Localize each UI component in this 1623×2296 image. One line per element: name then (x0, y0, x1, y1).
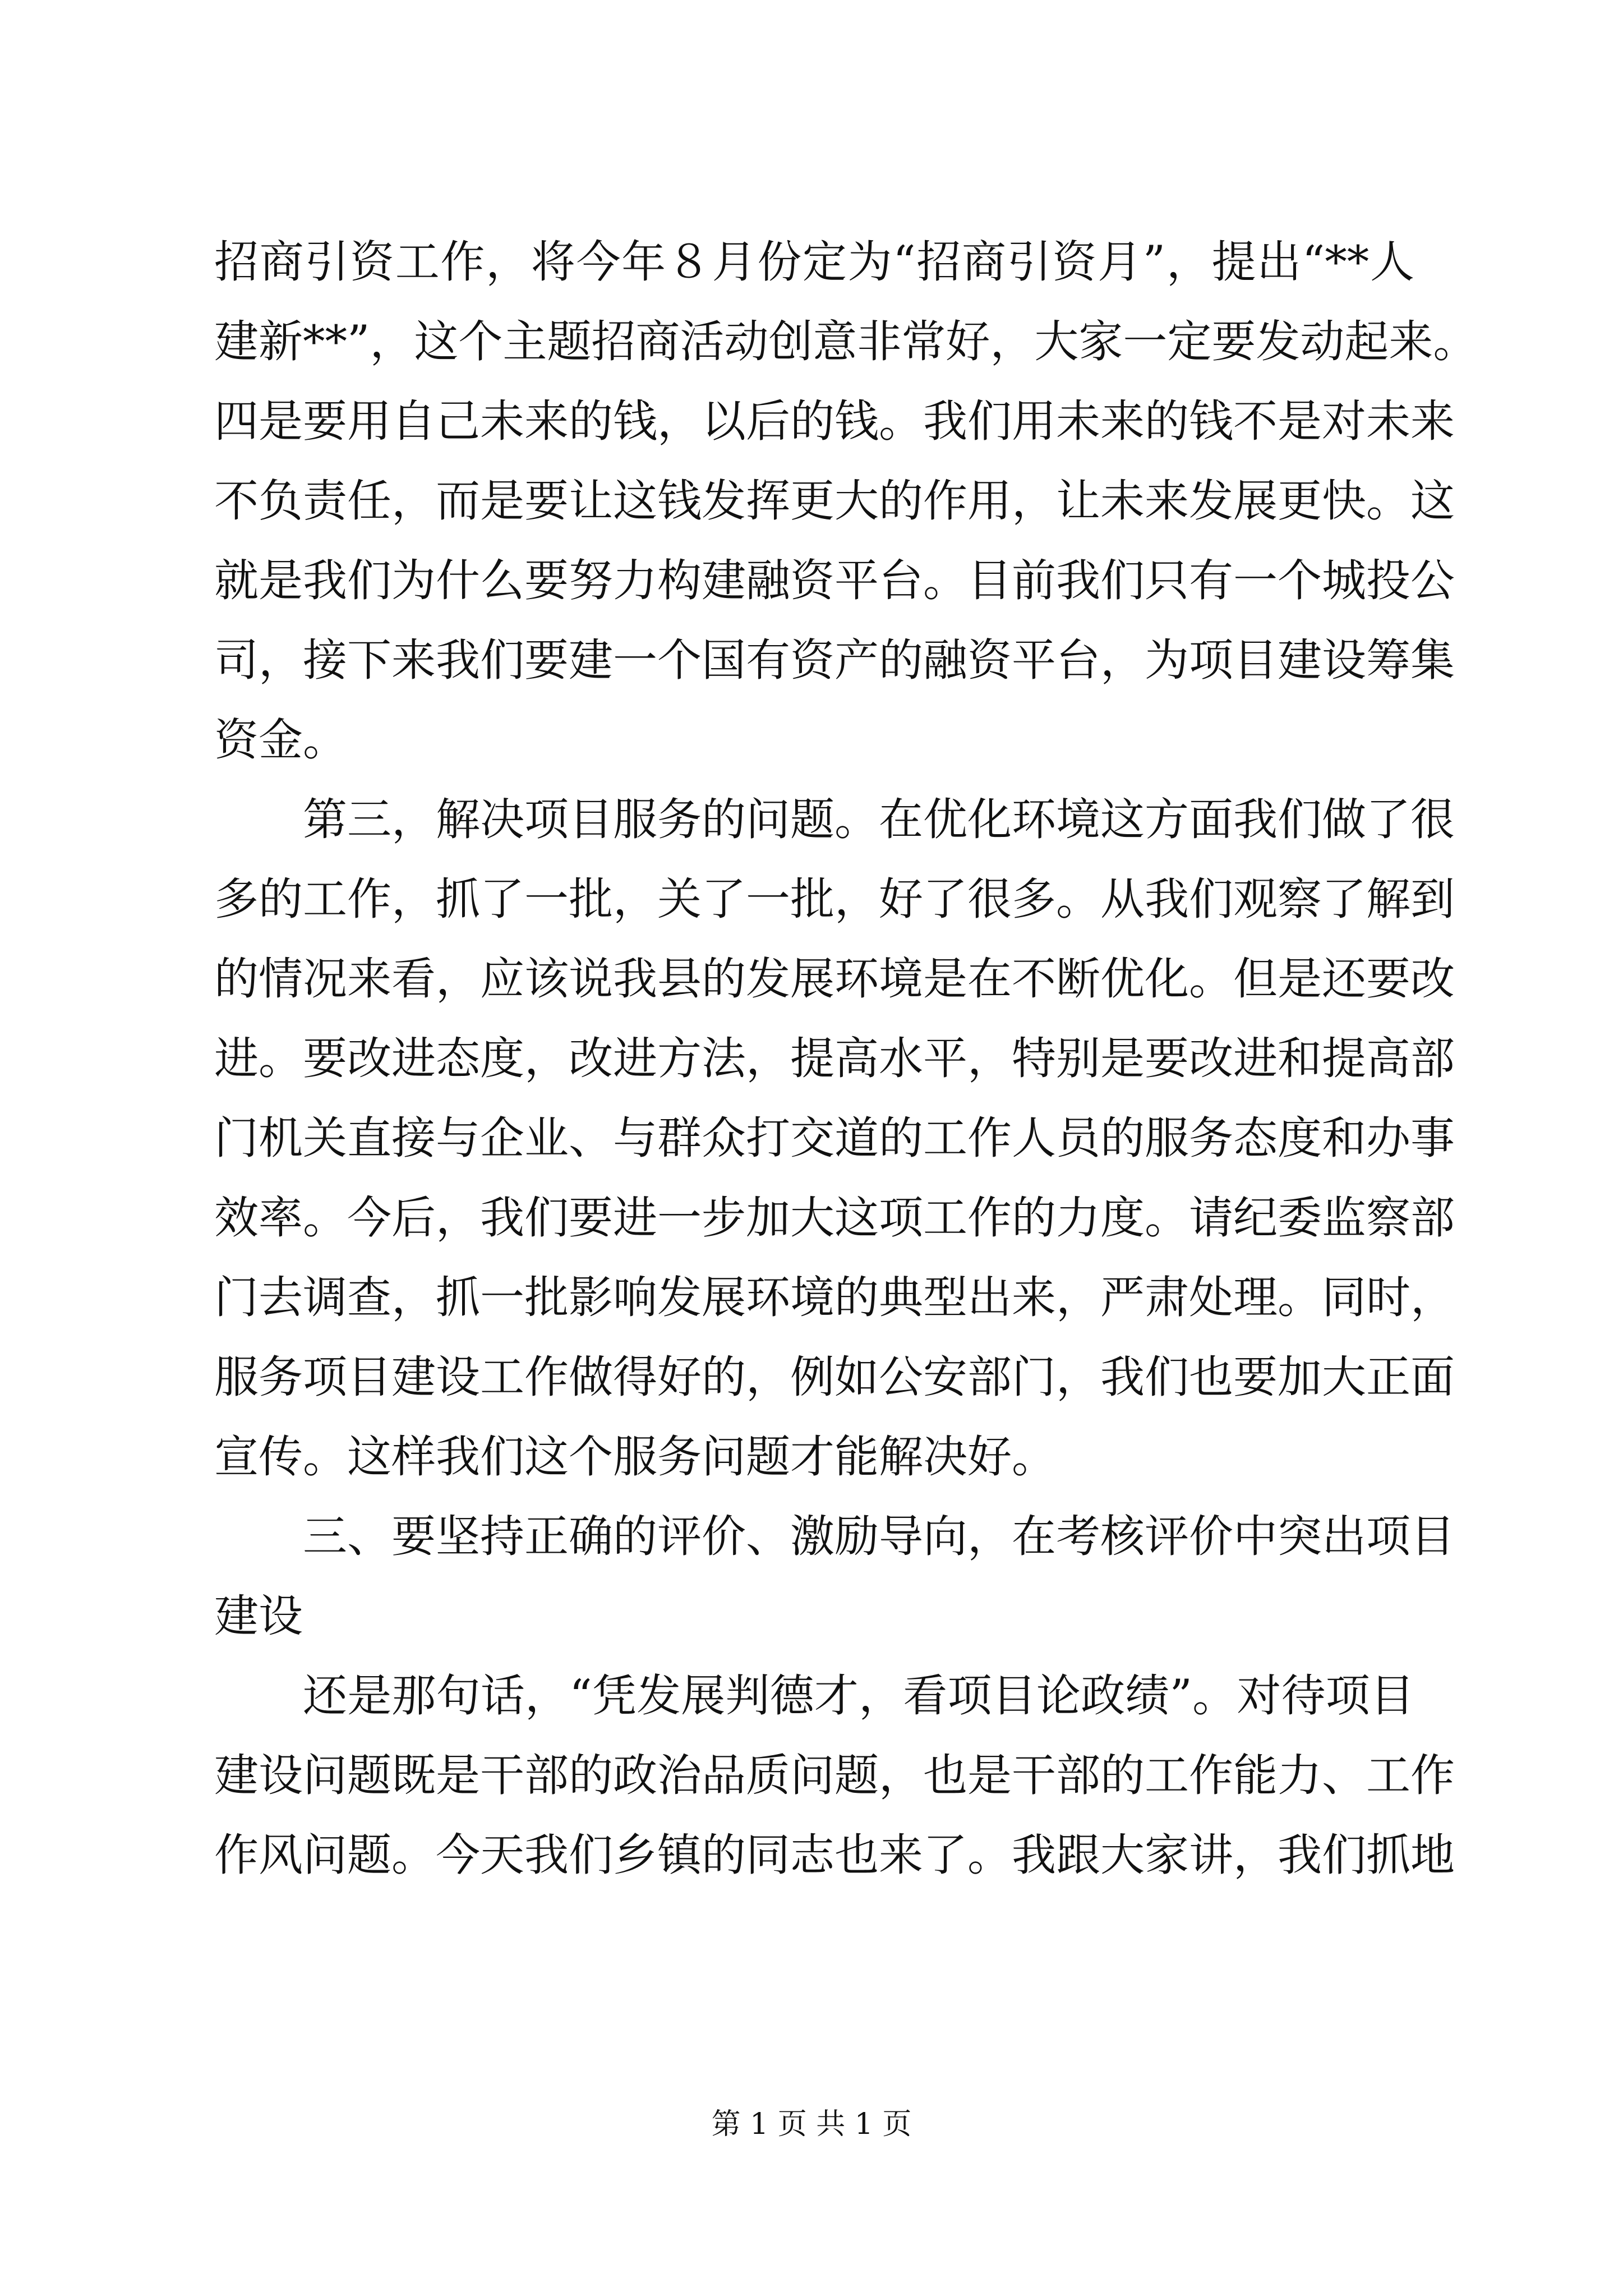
text-line: 四是要用自己未来的钱，以后的钱。我们用未来的钱不是对未来 (214, 395, 1455, 447)
text-line: 服务项目建设工作做得好的，例如公安部门，我们也要加大正面 (214, 1351, 1455, 1403)
document-body (214, 222, 1478, 1895)
section-heading-line: 建设 (214, 1590, 303, 1642)
text-line: 建新**”，这个主题招商活动创意非常好，大家一定要发动起来。 (214, 316, 1478, 367)
text-line: 门去调查，抓一批影响发展环境的典型出来，严肃处理。同时， (214, 1272, 1455, 1323)
text-line: 多的工作，抓了一批，关了一批，好了很多。从我们观察了解到 (214, 873, 1455, 925)
section-heading-line: 三、要坚持正确的评价、激励导向，在考核评价中突出项目 (303, 1511, 1455, 1562)
text-line: 建设问题既是干部的政治品质问题，也是干部的工作能力、工作 (214, 1750, 1455, 1801)
text-line: 效率。今后，我们要进一步加大这项工作的力度。请纪委监察部 (214, 1192, 1455, 1244)
text-line: 的情况来看，应该说我县的发展环境是在不断优化。但是还要改 (214, 953, 1455, 1005)
text-line: 就是我们为什么要努力构建融资平台。目前我们只有一个城投公 (214, 555, 1455, 606)
text-line: 不负责任，而是要让这钱发挥更大的作用，让未来发展更快。这 (214, 475, 1455, 527)
page-number: 第 1 页 共 1 页 (711, 2108, 912, 2141)
text-line: 资金。 (214, 714, 347, 766)
text-line: 宣传。这样我们这个服务问题才能解决好。 (214, 1431, 1056, 1483)
text-line: 招商引资工作，将今年８月份定为“招商引资月”，提出“**人 (214, 236, 1414, 288)
text-line: 作风问题。今天我们乡镇的同志也来了。我跟大家讲，我们抓地 (214, 1829, 1455, 1881)
paragraph-start-line: 还是那句话，“凭发展判德才，看项目论政绩”。对待项目 (303, 1670, 1414, 1722)
text-line: 门机关直接与企业、与群众打交道的工作人员的服务态度和办事 (214, 1112, 1455, 1164)
page-footer (0, 2100, 1623, 2142)
paragraph-start-line: 第三，解决项目服务的问题。在优化环境这方面我们做了很 (303, 794, 1455, 845)
text-line: 司，接下来我们要建一个国有资产的融资平台，为项目建设筹集 (214, 634, 1455, 686)
text-line: 进。要改进态度，改进方法，提高水平，特别是要改进和提高部 (214, 1033, 1455, 1084)
